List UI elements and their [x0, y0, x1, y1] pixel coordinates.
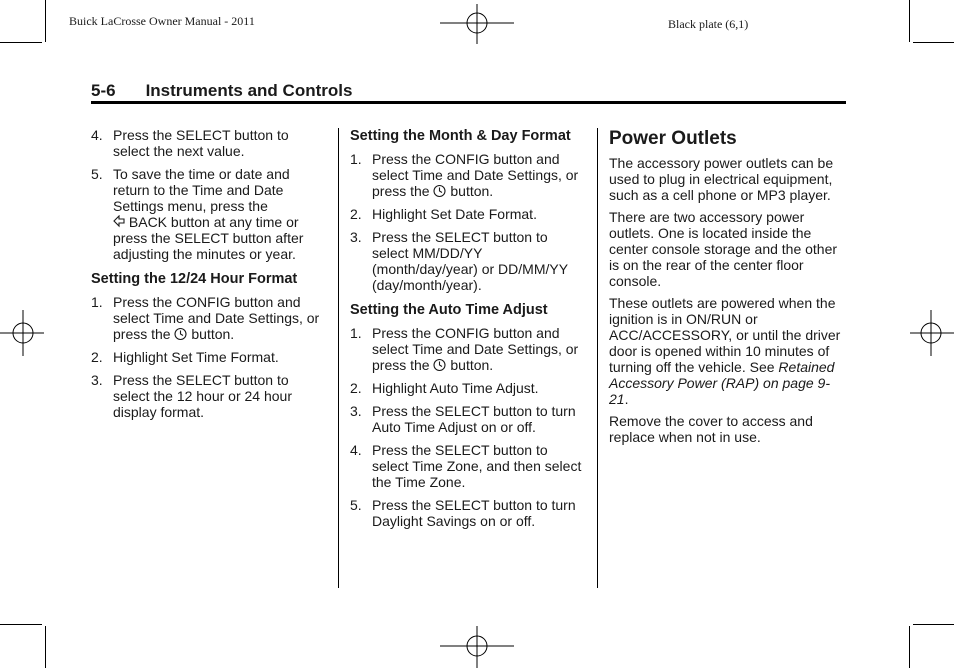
crop-mark: [0, 42, 42, 43]
section-heading: Setting the Month & Day Format: [350, 128, 571, 144]
crop-mark: [0, 624, 42, 625]
crop-mark: [45, 626, 46, 668]
section-title: Power Outlets: [609, 128, 737, 149]
paragraph: These outlets are powered when the ignition is in ON/RUN or ACC/ACCESSORY, or until the driver door is opened within 10 minutes of turning off the vehicle. See Retained Accessory Power (RAP) on page 9-21.: [609, 295, 841, 407]
list-item: 3. Press the SELECT button to turn Auto Time Adjust on or off.: [350, 403, 576, 435]
paragraph: Remove the cover to access and replace when not in use.: [609, 413, 813, 445]
clock-button-icon: [174, 327, 187, 341]
paragraph: The accessory power outlets can be used to plug in electrical equipment, such as a cell phone or MP3 player.: [609, 155, 834, 203]
section-heading: Setting the 12/24 Hour Format: [91, 271, 298, 287]
list-item: 1. Press the CONFIG button and select Time and Date Settings, or press the button.: [350, 325, 579, 373]
chapter-title: Instruments and Controls: [145, 81, 353, 100]
plate-manual-title: Buick LaCrosse Owner Manual - 2011: [69, 14, 255, 28]
list-item: 4. Press the SELECT button to select the next value.: [91, 127, 289, 159]
header-rule: [91, 101, 846, 104]
clock-button-icon: [433, 184, 446, 198]
paragraph: There are two accessory power outlets. One is located inside the center console storage and the other is on the rear of the center floor console.: [609, 209, 838, 289]
column-divider: [597, 128, 598, 588]
steps-list: [350, 325, 588, 529]
steps-list: [350, 151, 588, 293]
column-2: [350, 127, 588, 536]
list-item: 2. Highlight Set Date Format.: [350, 206, 537, 222]
crop-mark: [913, 42, 954, 43]
cross-reference-link[interactable]: Retained Accessory Power (RAP) on page 9-21: [609, 359, 835, 407]
crop-mark: [45, 0, 46, 42]
steps-list-continued: [91, 127, 323, 262]
registration-mark-top: [440, 4, 514, 44]
list-item: 1. Press the CONFIG button and select Time and Date Settings, or press the button.: [91, 294, 320, 342]
registration-mark-right: [910, 310, 954, 356]
page-number: 5-6: [91, 81, 116, 100]
registration-mark-bottom: [440, 626, 514, 668]
clock-button-icon: [433, 358, 446, 372]
list-item: 2. Highlight Auto Time Adjust.: [350, 380, 539, 396]
column-3: [609, 128, 849, 451]
column-1: [91, 127, 323, 427]
list-item: 1. Press the CONFIG button and select Time and Date Settings, or press the button.: [350, 151, 579, 199]
crop-mark: [909, 626, 910, 668]
column-divider: [338, 128, 339, 588]
registration-mark-left: [0, 310, 44, 356]
list-item: 5. To save the time or date and return to the Time and Date Settings menu, press the BACK button at any time or press the SELECT button after adjusting the minutes or year.: [91, 166, 304, 262]
back-arrow-icon: [113, 215, 125, 229]
page-header: [91, 81, 352, 101]
list-item: 2. Highlight Set Time Format.: [91, 349, 279, 365]
list-item: 4. Press the SELECT button to select Time Zone, and then select the Time Zone.: [350, 442, 582, 490]
list-item: 5. Press the SELECT button to turn Daylight Savings on or off.: [350, 497, 576, 529]
list-item: 3. Press the SELECT button to select MM/DD/YY (month/day/year) or DD/MM/YY (day/month/year).: [350, 229, 568, 293]
list-item: 3. Press the SELECT button to select the 12 hour or 24 hour display format.: [91, 372, 293, 420]
steps-list: [91, 294, 323, 420]
plate-number: Black plate (6,1): [668, 17, 749, 31]
crop-mark: [909, 0, 910, 42]
crop-mark: [913, 624, 954, 625]
section-heading: Setting the Auto Time Adjust: [350, 302, 548, 318]
